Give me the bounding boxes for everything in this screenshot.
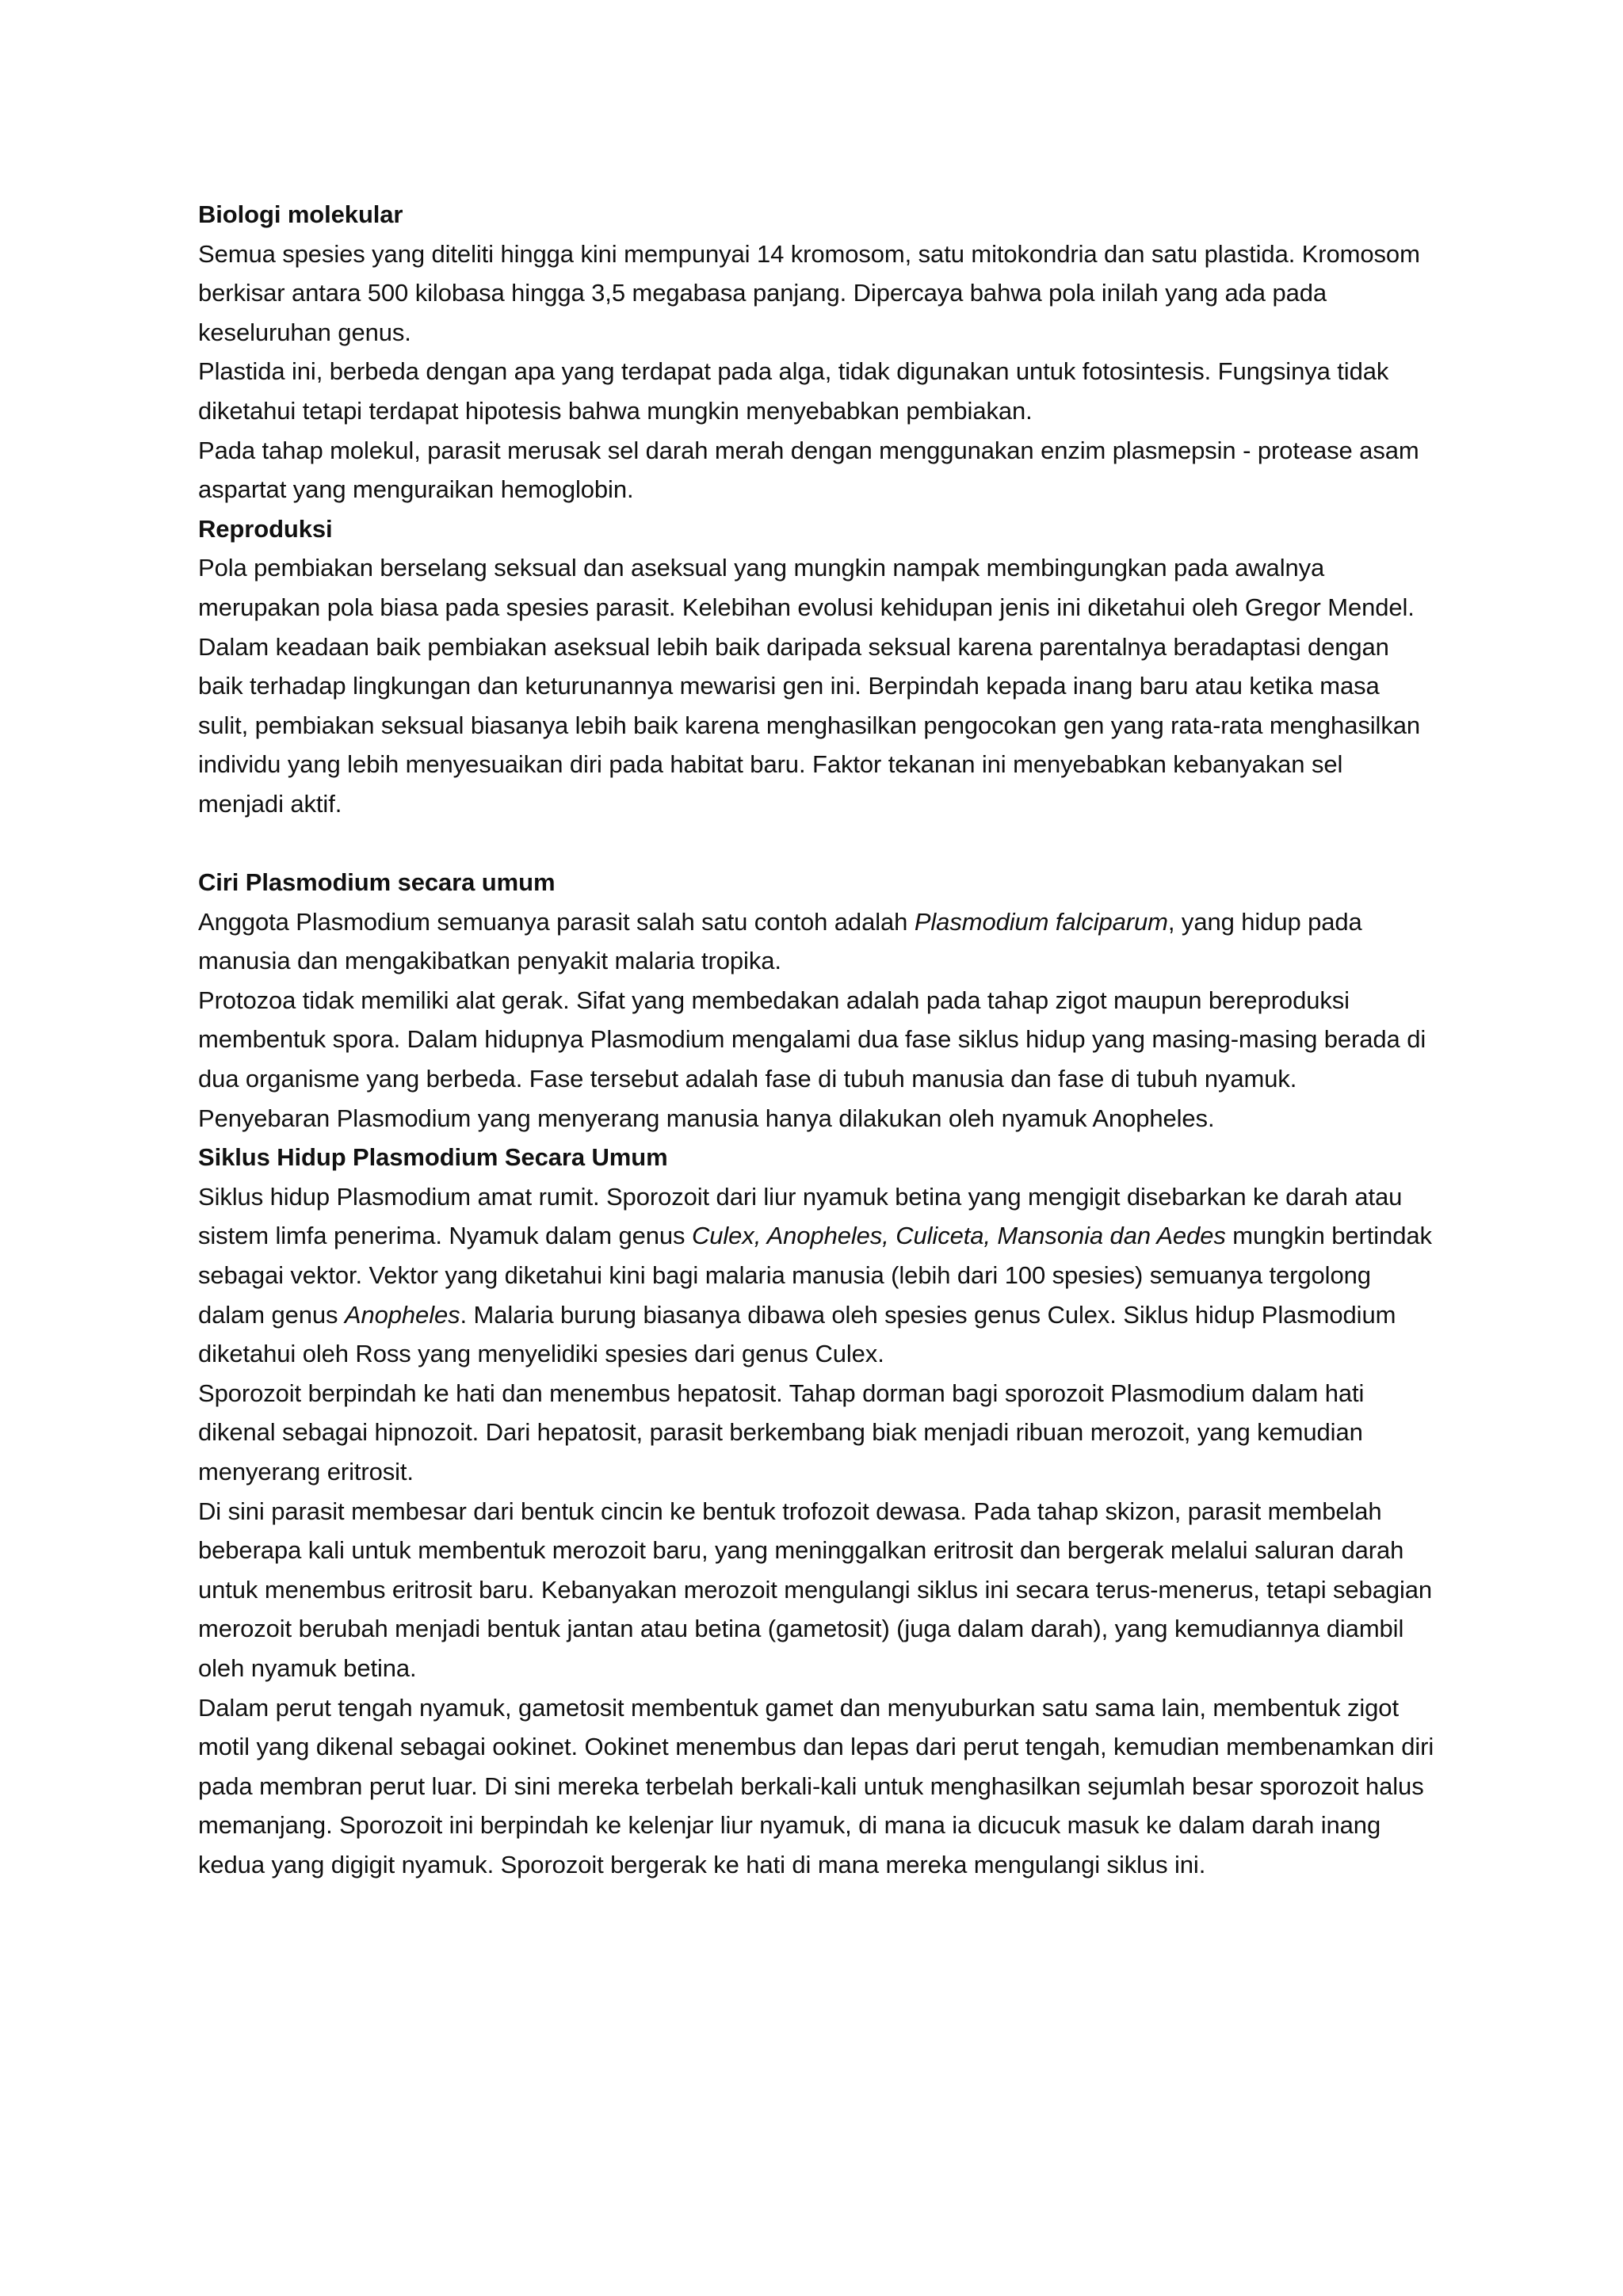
blank-line	[198, 824, 1434, 864]
paragraph	[198, 902, 1434, 981]
text-run: Pola pembiakan berselang seksual dan aseksual yang mungkin nampak membingungkan pada awalnya merupakan pola biasa pada spesies parasit. Kelebihan evolusi kehidupan jenis ini diketahui oleh Gregor Mendel.	[198, 554, 1415, 621]
text-run: Dalam keadaan baik pembiakan aseksual lebih baik daripada seksual karena parentalnya beradaptasi dengan baik terhadap lingkungan dan keturunannya mewarisi gen ini. Berpindah kepada inang baru atau ketika masa sulit, pembiakan seksual biasanya lebih baik karena menghasilkan pengocokan gen yang rata-rata menghasilkan individu yang lebih menyesuaikan diri pada habitat baru. Faktor tekanan ini menyebabkan kebanyakan sel menjadi aktif.	[198, 632, 1420, 818]
text-run: mungkin bertindak sebagai vektor. Vektor yang diketahui kini bagi malaria manusia (lebih dari 100 spesies) semuanya tergolong dalam genus	[198, 1222, 1432, 1329]
paragraph	[198, 1099, 1434, 1138]
paragraph	[198, 981, 1434, 1099]
text-run: Anggota Plasmodium semuanya parasit salah satu contoh adalah	[198, 907, 915, 936]
paragraph	[198, 352, 1434, 430]
section-heading: Ciri Plasmodium secara umum	[198, 868, 556, 897]
paragraph	[198, 235, 1434, 353]
italic-text: Anopheles	[344, 1300, 460, 1329]
text-run: Protozoa tidak memiliki alat gerak. Sifat yang membedakan adalah pada tahap zigot maupun bereproduksi membentuk spora. Dalam hidupnya Plasmodium mengalami dua fase siklus hidup yang masing-masing berada di dua organisme yang berbeda. Fase tersebut adalah fase di tubuh manusia dan fase di tubuh nyamuk.	[198, 986, 1426, 1093]
italic-text: Culex, Anopheles, Culiceta, Mansonia dan Aedes	[691, 1222, 1226, 1250]
section-heading: Biologi molekular	[198, 200, 403, 228]
text-run: Siklus hidup Plasmodium amat rumit. Sporozoit dari liur nyamuk betina yang mengigit disebarkan ke darah atau sistem limfa penerima. Nyamuk dalam genus	[198, 1182, 1403, 1250]
paragraph	[198, 1492, 1434, 1688]
document-page	[198, 195, 1434, 1885]
text-run: Di sini parasit membesar dari bentuk cincin ke bentuk trofozoit dewasa. Pada tahap skizon, parasit membelah beberapa kali untuk membentuk merozoit baru, yang meninggalkan eritrosit dan bergerak melalui saluran darah untuk menembus eritrosit baru. Kebanyakan merozoit mengulangi siklus ini secara terus-menerus, tetapi sebagian merozoit berubah menjadi bentuk jantan atau betina (gametosit) (juga dalam darah), yang kemudiannya diambil oleh nyamuk betina.	[198, 1497, 1433, 1682]
text-run: Penyebaran Plasmodium yang menyerang manusia hanya dilakukan oleh nyamuk Anopheles.	[198, 1104, 1215, 1132]
paragraph	[198, 431, 1434, 509]
paragraph	[198, 627, 1434, 824]
text-run: , yang hidup pada manusia dan mengakibatkan penyakit malaria tropika.	[198, 907, 1362, 975]
text-run: Plastida ini, berbeda dengan apa yang terdapat pada alga, tidak digunakan untuk fotosintesis. Fungsinya tidak diketahui tetapi terdapat hipotesis bahwa mungkin menyebabkan pembiakan.	[198, 357, 1389, 425]
paragraph	[198, 1688, 1434, 1885]
text-run: Sporozoit berpindah ke hati dan menembus hepatosit. Tahap dorman bagi sporozoit Plasmodium dalam hati dikenal sebagai hipnozoit. Dari hepatosit, parasit berkembang biak menjadi ribuan merozoit, yang kemudian menyerang eritrosit.	[198, 1379, 1365, 1486]
paragraph	[198, 548, 1434, 627]
text-run: Pada tahap molekul, parasit merusak sel darah merah dengan menggunakan enzim plasmepsin - protease asam aspartat yang menguraikan hemoglobin.	[198, 436, 1419, 504]
italic-text: Plasmodium falciparum	[914, 907, 1168, 936]
paragraph	[198, 1374, 1434, 1492]
text-run: Semua spesies yang diteliti hingga kini mempunyai 14 kromosom, satu mitokondria dan satu plastida. Kromosom berkisar antara 500 kilobasa hingga 3,5 megabasa panjang. Dipercaya bahwa pola inilah yang ada pada keseluruhan genus.	[198, 239, 1420, 346]
text-run: . Malaria burung biasanya dibawa oleh spesies genus Culex. Siklus hidup Plasmodium diketahui oleh Ross yang menyelidiki spesies dari genus Culex.	[198, 1300, 1396, 1368]
section-heading: Reproduksi	[198, 514, 333, 543]
text-run: Dalam perut tengah nyamuk, gametosit membentuk gamet dan menyuburkan satu sama lain, membentuk zigot motil yang dikenal sebagai ookinet. Ookinet menembus dan lepas dari perut tengah, kemudian membenamkan diri pada membran perut luar. Di sini mereka terbelah berkali-kali untuk menghasilkan sejumlah besar sporozoit halus memanjang. Sporozoit ini berpindah ke kelenjar liur nyamuk, di mana ia dicucuk masuk ke dalam darah inang kedua yang digigit nyamuk. Sporozoit bergerak ke hati di mana mereka mengulangi siklus ini.	[198, 1693, 1434, 1878]
paragraph	[198, 1177, 1434, 1374]
section-heading: Siklus Hidup Plasmodium Secara Umum	[198, 1143, 668, 1172]
